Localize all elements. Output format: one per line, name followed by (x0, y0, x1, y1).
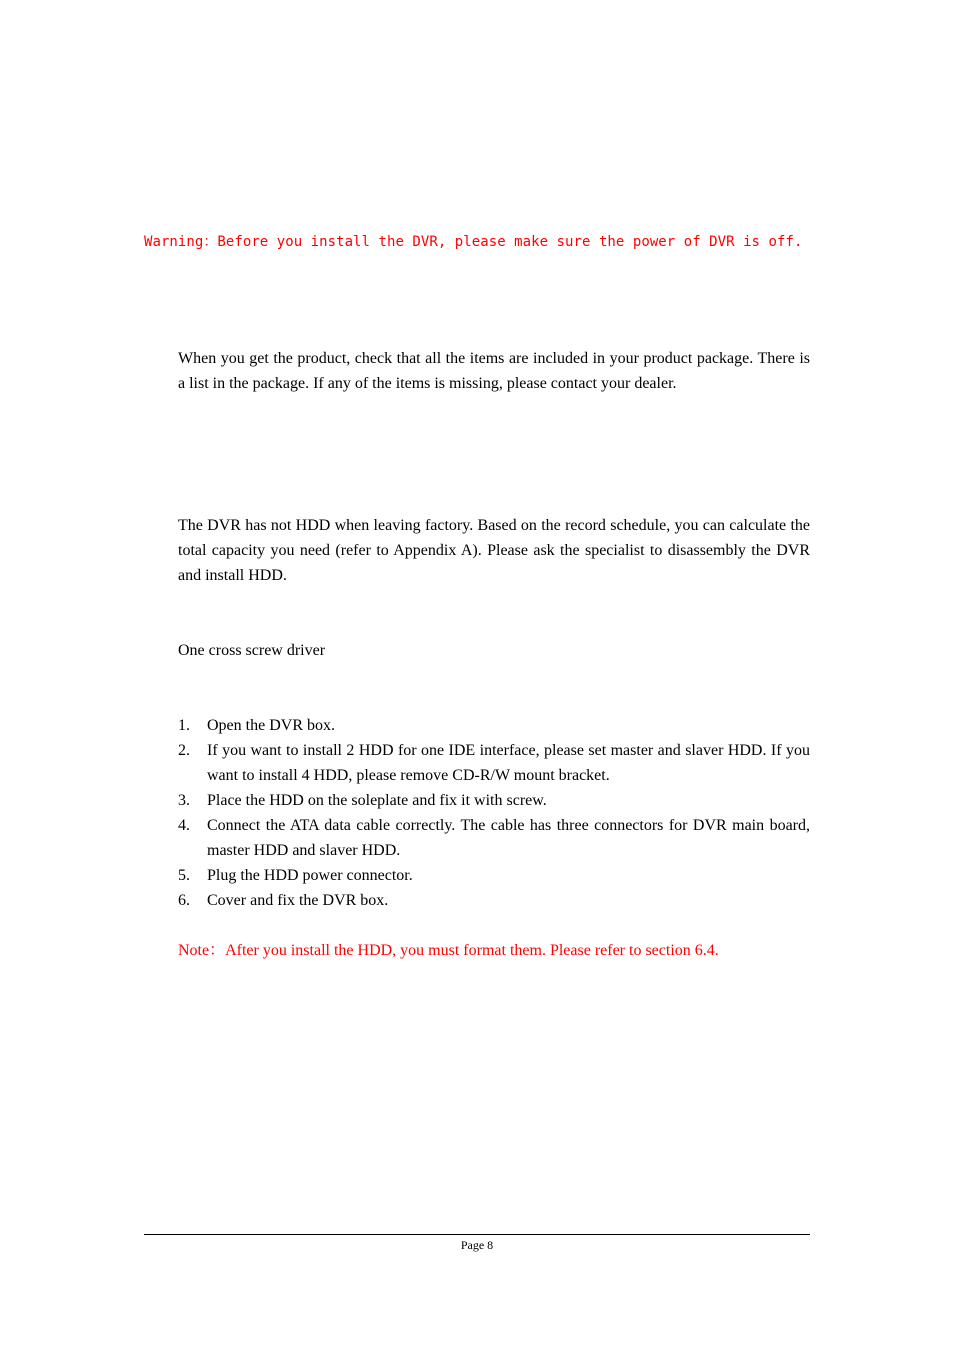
step-number: 3. (178, 792, 190, 809)
step-item (178, 888, 810, 913)
step-item (178, 788, 810, 813)
step-item (178, 813, 810, 863)
step-text: Open the DVR box. (207, 717, 335, 734)
step-item (178, 863, 810, 888)
step-text: Cover and fix the DVR box. (207, 892, 389, 909)
step-number: 1. (178, 717, 190, 734)
tools-required-text: One cross screw driver (178, 642, 326, 659)
step-text: If you want to install 2 HDD for one IDE interface, please set master and slaver HDD. If you want to install 4 HDD, please remove CD-R/W mount bracket. (207, 742, 810, 784)
step-number: 4. (178, 817, 190, 834)
step-text: Plug the HDD power connector. (207, 867, 413, 884)
step-text: Place the HDD on the soleplate and fix it with screw. (207, 792, 547, 809)
step-item (178, 713, 810, 738)
step-item (178, 738, 810, 788)
page-number: Page 8 (460, 1238, 494, 1252)
step-text: Connect the ATA data cable correctly. The cable has three connectors for DVR main board, master HDD and slaver HDD. (207, 817, 810, 859)
warning-text: Warning：Before you install the DVR, please make sure the power of DVR is off. (144, 234, 803, 250)
hdd-format-note: Note：After you install the HDD, you must format them. Please refer to section 6.4. (178, 942, 719, 959)
footer-divider (144, 1234, 810, 1235)
step-number: 5. (178, 867, 190, 884)
step-number: 2. (178, 742, 190, 759)
step-number: 6. (178, 892, 190, 909)
installation-steps-list (178, 713, 810, 913)
package-check-paragraph: When you get the product, check that all the items are included in your product package. There is a list in the package. If any of the items is missing, please contact your dealer. (178, 350, 810, 392)
hdd-info-paragraph: The DVR has not HDD when leaving factory. Based on the record schedule, you can calculate the total capacity you need (refer to Appendix A). Please ask the specialist to disassembly the DVR and install HDD. (178, 517, 810, 584)
